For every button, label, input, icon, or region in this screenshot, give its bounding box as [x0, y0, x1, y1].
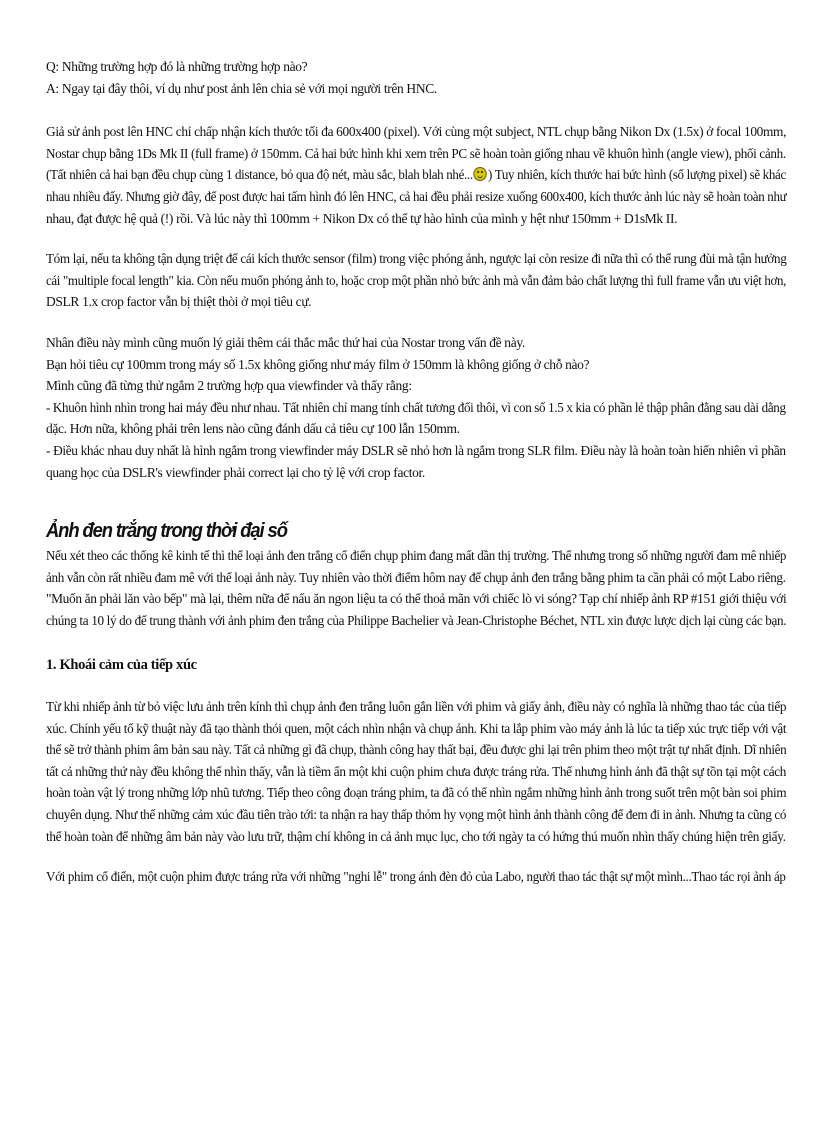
text-line: hoàn toàn vật lý trong những lớp nhũ tương. Tiếp theo công đoạn tráng phim, ta đã có thể nhìn ngắm những hình ảnh trong suốt trên một bàn soi phim	[46, 785, 787, 801]
paragraph-summary	[46, 248, 792, 313]
text-line: nhau nhiều đấy. Nhưng giờ đây, để post được hai tấm hình đó lên HNC, cả hai đều phải resize xuống 600x400, kích thước ảnh lúc này sẽ hoàn toàn như	[46, 188, 787, 204]
answer-line: A: Ngay tại đây thôi, ví dụ như post ảnh lên chia sẻ với mọi người trên HNC.	[46, 80, 437, 96]
smiley-emoticon-icon	[474, 167, 487, 181]
document-page	[46, 56, 792, 888]
text-line: ảnh vẫn còn rất nhiều đam mê với thể loại ảnh này. Tuy nhiên vào thời điểm hôm nay để chụp ảnh đen trắng bằng phim ta cần phải có một Labo riêng.	[46, 569, 786, 585]
text-line: DSLR 1.x crop factor vẫn bị thiệt thòi ở mọi tiêu cự.	[46, 294, 312, 310]
text-segment: (Tất nhiên cả hai bạn đều chụp cùng 1 distance, bỏ qua độ nét, màu sắc, blah blah nhé...	[46, 167, 473, 183]
question-line: Q: Những trường hợp đó là những trường hợp nào?	[46, 59, 308, 74]
text-line: quang học của DSLR's viewfinder phải correct lại cho tỷ lệ với crop factor.	[46, 464, 425, 480]
text-segment: ) Tuy nhiên, kích thước hai bức hình (số lượng pixel) sẽ khác	[488, 167, 786, 183]
qa-block	[46, 56, 792, 99]
text-line: Mình cũng đã từng thử ngắm 2 trường hợp qua viewfinder và thấy rằng:	[46, 378, 412, 394]
text-line	[46, 164, 786, 186]
text-line: Tóm lại, nếu ta không tận dụng triệt để cái kích thước sensor (film) trong việc phóng ảnh, ngược lại còn resize đi nữa thì có thể rung đùi mà tận hưởng	[46, 251, 787, 267]
paragraph-classic-film	[46, 866, 792, 888]
text-line: Từ khi nhiếp ảnh từ bỏ việc lưu ảnh trên kính thì chụp ảnh đen trắng luôn gắn liền với phim và giấy ảnh, điều này có nghĩa là những thao tác của tiếp	[46, 699, 787, 715]
text-line: Nếu xét theo các thống kê kinh tế thì thể loại ảnh đen trắng cổ điển chụp phim đang mất dần thị trường. Thế nhưng trong số những người đam mê nhiếp	[46, 548, 787, 564]
subsection-heading: 1. Khoái cảm của tiếp xúc	[46, 657, 197, 674]
text-line: - Khuôn hình nhìn trong hai máy đều như nhau. Tất nhiên chỉ mang tính chất tương đối thôi, vì con số 1.5 x kia có phần lẻ thập phân đằng sau dài dằng	[46, 399, 786, 415]
text-line: Nhân điều này mình cũng muốn lý giải thêm cái thắc mắc thứ hai của Nostar trong vấn đề này.	[46, 334, 525, 350]
text-line: Bạn hỏi tiêu cự 100mm trong máy số 1.5x không giống như máy film ở 150mm là không giống ở chỗ nào?	[46, 356, 590, 372]
text-line: tất cả những thứ này đều không thể nhìn thấy, vẫn là tiềm ẩn một khi cuộn phim chưa được tráng rửa. Thế nhưng hình ảnh đã thật sự tồn tại một cách	[46, 763, 787, 779]
section-heading: Ảnh đen trắng trong thời đại số	[46, 520, 287, 543]
text-line: xúc. Chính yếu tố kỹ thuật này đã tạo thành thói quen, một cách nhìn nhận và chụp ảnh. Khi ta lắp phim vào máy ảnh là lúc ta tiếp xúc trực tiếp với vật	[46, 720, 787, 736]
text-line: Nostar chụp bằng 1Ds Mk II (full frame) ở 150mm. Cả hai bức hình khi xem trên PC sẽ hoàn toàn giống nhau về khuôn hình (angle view), phối cảnh.	[46, 145, 786, 161]
text-line: chúng ta 10 lý do để trung thành với ảnh phim đen trắng của Philippe Bachelier và Jean-Christophe Béchet, NTL xin được lược dịch lại cùng các bạn.	[46, 612, 787, 628]
text-line: dặc. Hơn nữa, không phải trên lens nào cũng đánh dấu cả tiêu cự 100 lẫn 150mm.	[46, 421, 460, 437]
text-line: nhau, đạt được hệ quả (!) rồi. Và lúc này thì 100mm + Nikon Dx có thể tự hào hình của mình y hệt như 150mm + D1sMk II.	[46, 210, 678, 226]
text-line: Giả sử ảnh post lên HNC chỉ chấp nhận kích thước tối đa 600x400 (pixel). Với cùng một subject, NTL chụp bằng Nikon Dx (1.5x) ở focal 100mm,	[46, 124, 787, 140]
text-line: - Điều khác nhau duy nhất là hình ngắm trong viewfinder máy DSLR sẽ nhỏ hơn là ngắm trong SLR film. Điều này là hoàn toàn hiển nhiên vì phần	[46, 442, 786, 458]
text-line: thể hoàn toàn để những âm bản này vào lưu trữ, thậm chí không in cả ảnh mục lục, cho tới ngày ta có hứng thú muốn nhìn thấy chúng hiện trên giấy.	[46, 828, 786, 844]
text-line: chuyên dụng. Như thế những cảm xúc đầu tiên trào tới: ta nhận ra hay thấp thỏm hy vọng một hình ảnh thành công để đem đi in ảnh. Nhưng ta cũng có	[46, 807, 787, 823]
paragraph-contact	[46, 696, 792, 847]
text-line: thể sẽ trở thành phim âm bản sau này. Tất cả những gì đã chụp, thành công hay thất bại, đều được ghi lại trên phim theo một trật tự nhất định. Dĩ nhiên	[46, 742, 787, 758]
text-line: "Muốn ăn phải lăn vào bếp" mà lại, thêm nữa để nấu ăn ngon liệu ta có thể thoả mãn với chiếc lò vi sóng? Tạp chí nhiếp ảnh RP #151 giới thiệu với	[46, 591, 787, 607]
paragraph-intro	[46, 545, 792, 631]
paragraph-viewfinder	[46, 332, 792, 483]
paragraph-sensor-example	[46, 121, 792, 229]
text-line: Với phim cổ điển, một cuộn phim được tráng rửa với những "nghi lễ" trong ánh đèn đỏ của Labo, người thao tác thật sự một mình...Thao tác rọi ảnh áp	[46, 869, 786, 885]
text-line: cái "multiple focal length" kia. Còn nếu muốn phóng ảnh to, hoặc crop một phần nhỏ bức ảnh mà vẫn đảm bảo chất lượng thì full frame vẫn ưu việt hơn,	[46, 272, 787, 288]
